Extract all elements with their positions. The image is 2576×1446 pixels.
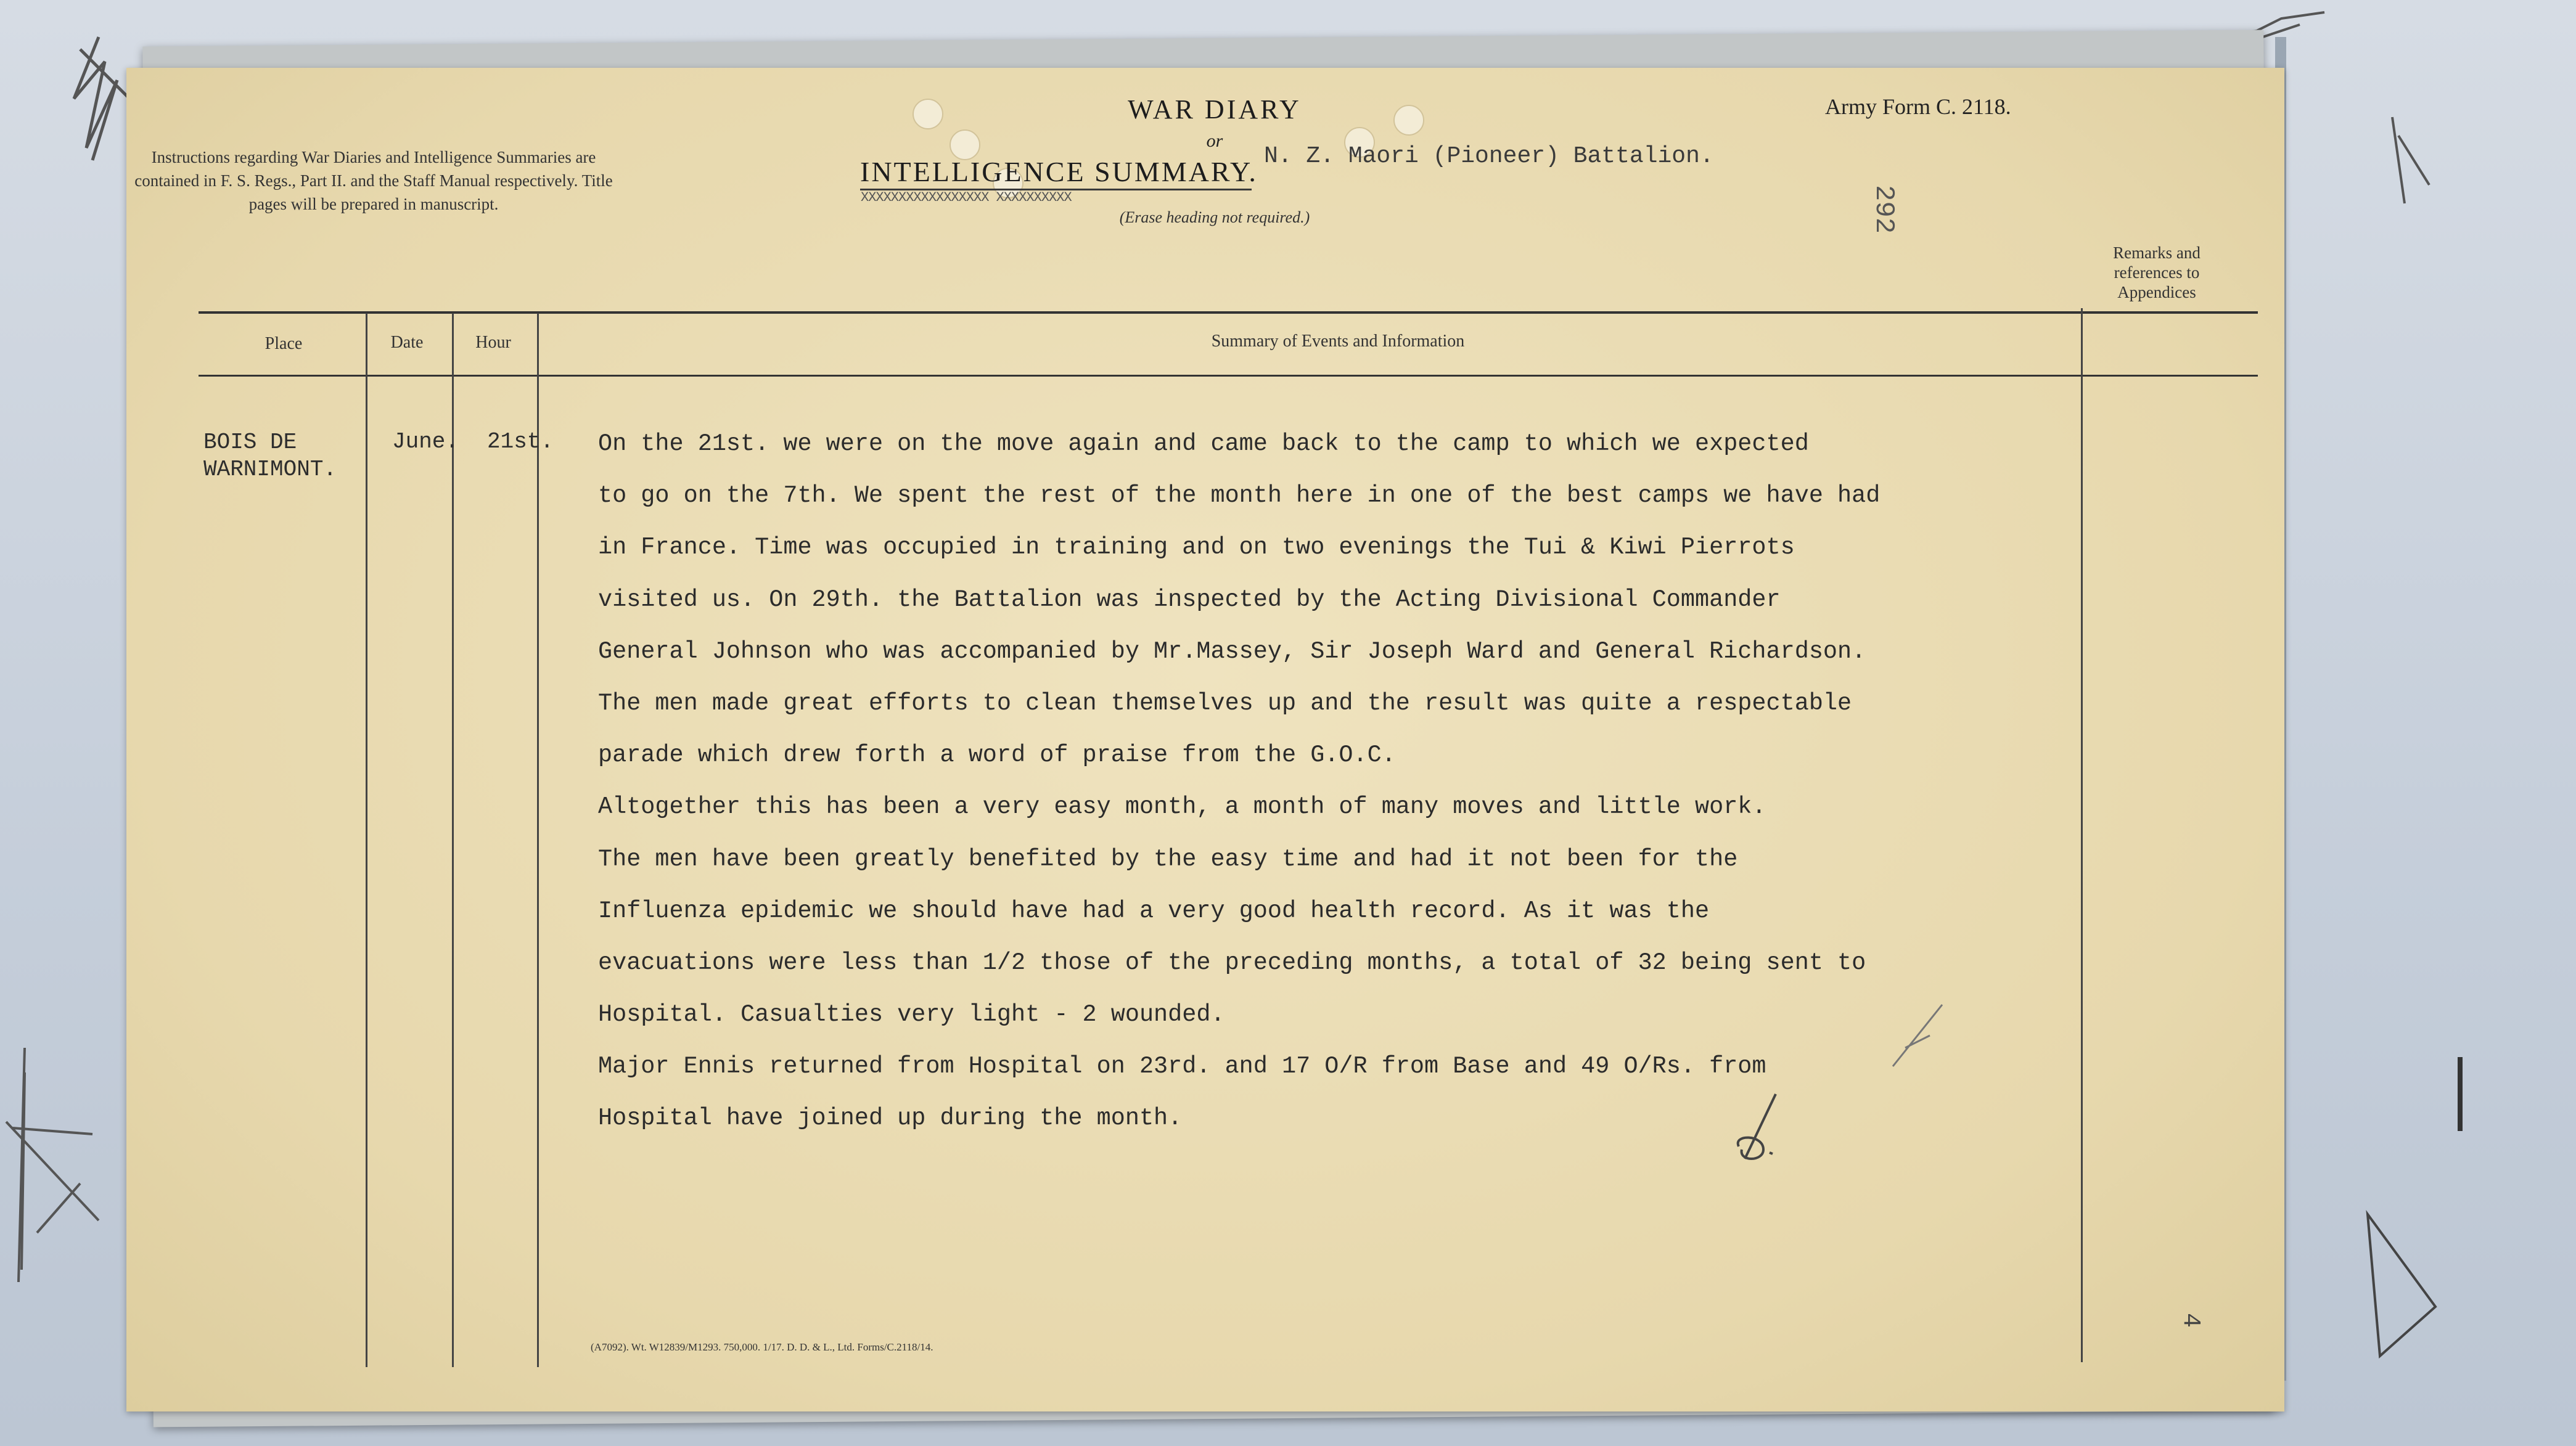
summary-line: The men made great efforts to clean themselves up and the result was quite a respectable (598, 689, 1852, 717)
summary-line: Hospital have joined up during the month. (598, 1105, 1183, 1132)
summary-line: Hospital. Casualties very light - 2 wounded. (598, 1001, 1225, 1029)
summary-line: Major Ennis returned from Hospital on 23rd. and 17 O/R from Base and 49 O/Rs. from (598, 1053, 1766, 1080)
entry-date: June. (392, 429, 459, 454)
summary-line: evacuations were less than 1/2 those of the preceding months, a total of 32 being sent to (598, 949, 1866, 976)
title-or: or (1206, 131, 1223, 151)
entry-hour: 21st. (487, 429, 554, 454)
hole (913, 99, 943, 129)
summary-text (598, 431, 2065, 1158)
summary-line: Altogether this has been a very easy month, a month of many moves and little work. (598, 793, 1766, 821)
summary-line: Influenza epidemic we should have had a very good health record. As it was the (598, 897, 1710, 925)
printer-imprint: (A7092). Wt. W12839/M1293. 750,000. 1/17. D. D. & L., Ltd. Forms/C.2118/14. (591, 1341, 933, 1353)
summary-line: The men have been greatly benefited by the easy time and had it not been for the (598, 845, 1738, 873)
header-place: Place (265, 334, 303, 353)
strike-through-marks: XXXXXXXXXXXXXXXXX XXXXXXXXXX (861, 190, 1072, 205)
pencil-scribble-left (0, 1035, 111, 1294)
summary-line: visited us. On 29th. the Battalion was inspected by the Acting Divisional Commander (598, 586, 1781, 613)
table-top-rule (199, 311, 2258, 314)
column-divider-place (366, 313, 367, 1367)
header-remarks: Remarks and references to Appendices (2113, 243, 2201, 301)
army-form-number: Army Form C. 2118. (1825, 94, 2011, 119)
header-summary: Summary of Events and Information (1211, 332, 1465, 351)
column-divider-date (452, 313, 454, 1367)
summary-line: On the 21st. we were on the move again and came back to the camp to which we expected (598, 430, 1809, 457)
header-hour: Hour (475, 333, 511, 352)
table-header-rule (199, 375, 2258, 377)
instructions-note: Instructions regarding War Diaries and Intelligence Summaries are contained in F. S. Regs., Part II. and the Staff Manual respectively. Title pages will be prepared in manuscript. (134, 148, 613, 213)
column-divider-hour (537, 313, 539, 1367)
pencil-triangle-right (2355, 1202, 2454, 1362)
summary-line: General Johnson who was accompanied by Mr.Massey, Sir Joseph Ward and General Richardson. (598, 637, 1866, 665)
summary-line: in France. Time was occupied in training and on two evenings the Tui & Kiwi Pierrots (598, 534, 1795, 562)
column-divider-remarks (2081, 308, 2083, 1362)
page-subtitle: INTELLIGENCE SUMMARY. (860, 156, 1258, 187)
entry-place: BOIS DE WARNIMONT. (203, 430, 337, 482)
erase-note: (Erase heading not required.) (1119, 208, 1310, 226)
pencil-stroke-right (2451, 1054, 2469, 1134)
page-title: WAR DIARY (1128, 94, 1302, 125)
page-number: 4 (2176, 1313, 2204, 1328)
pencil-mark-remarks (1881, 999, 1955, 1072)
reference-number: 292 (1868, 185, 1899, 234)
handwritten-initials (1726, 1091, 1800, 1165)
header-date: Date (390, 333, 424, 352)
pencil-tick-right (2380, 111, 2442, 210)
summary-line: parade which drew forth a word of praise from the G.O.C. (598, 741, 1396, 769)
unit-name: N. Z. Maori (Pioneer) Battalion. (1264, 143, 1714, 170)
summary-line: to go on the 7th. We spent the rest of the month here in one of the best camps we have had (598, 482, 1881, 510)
